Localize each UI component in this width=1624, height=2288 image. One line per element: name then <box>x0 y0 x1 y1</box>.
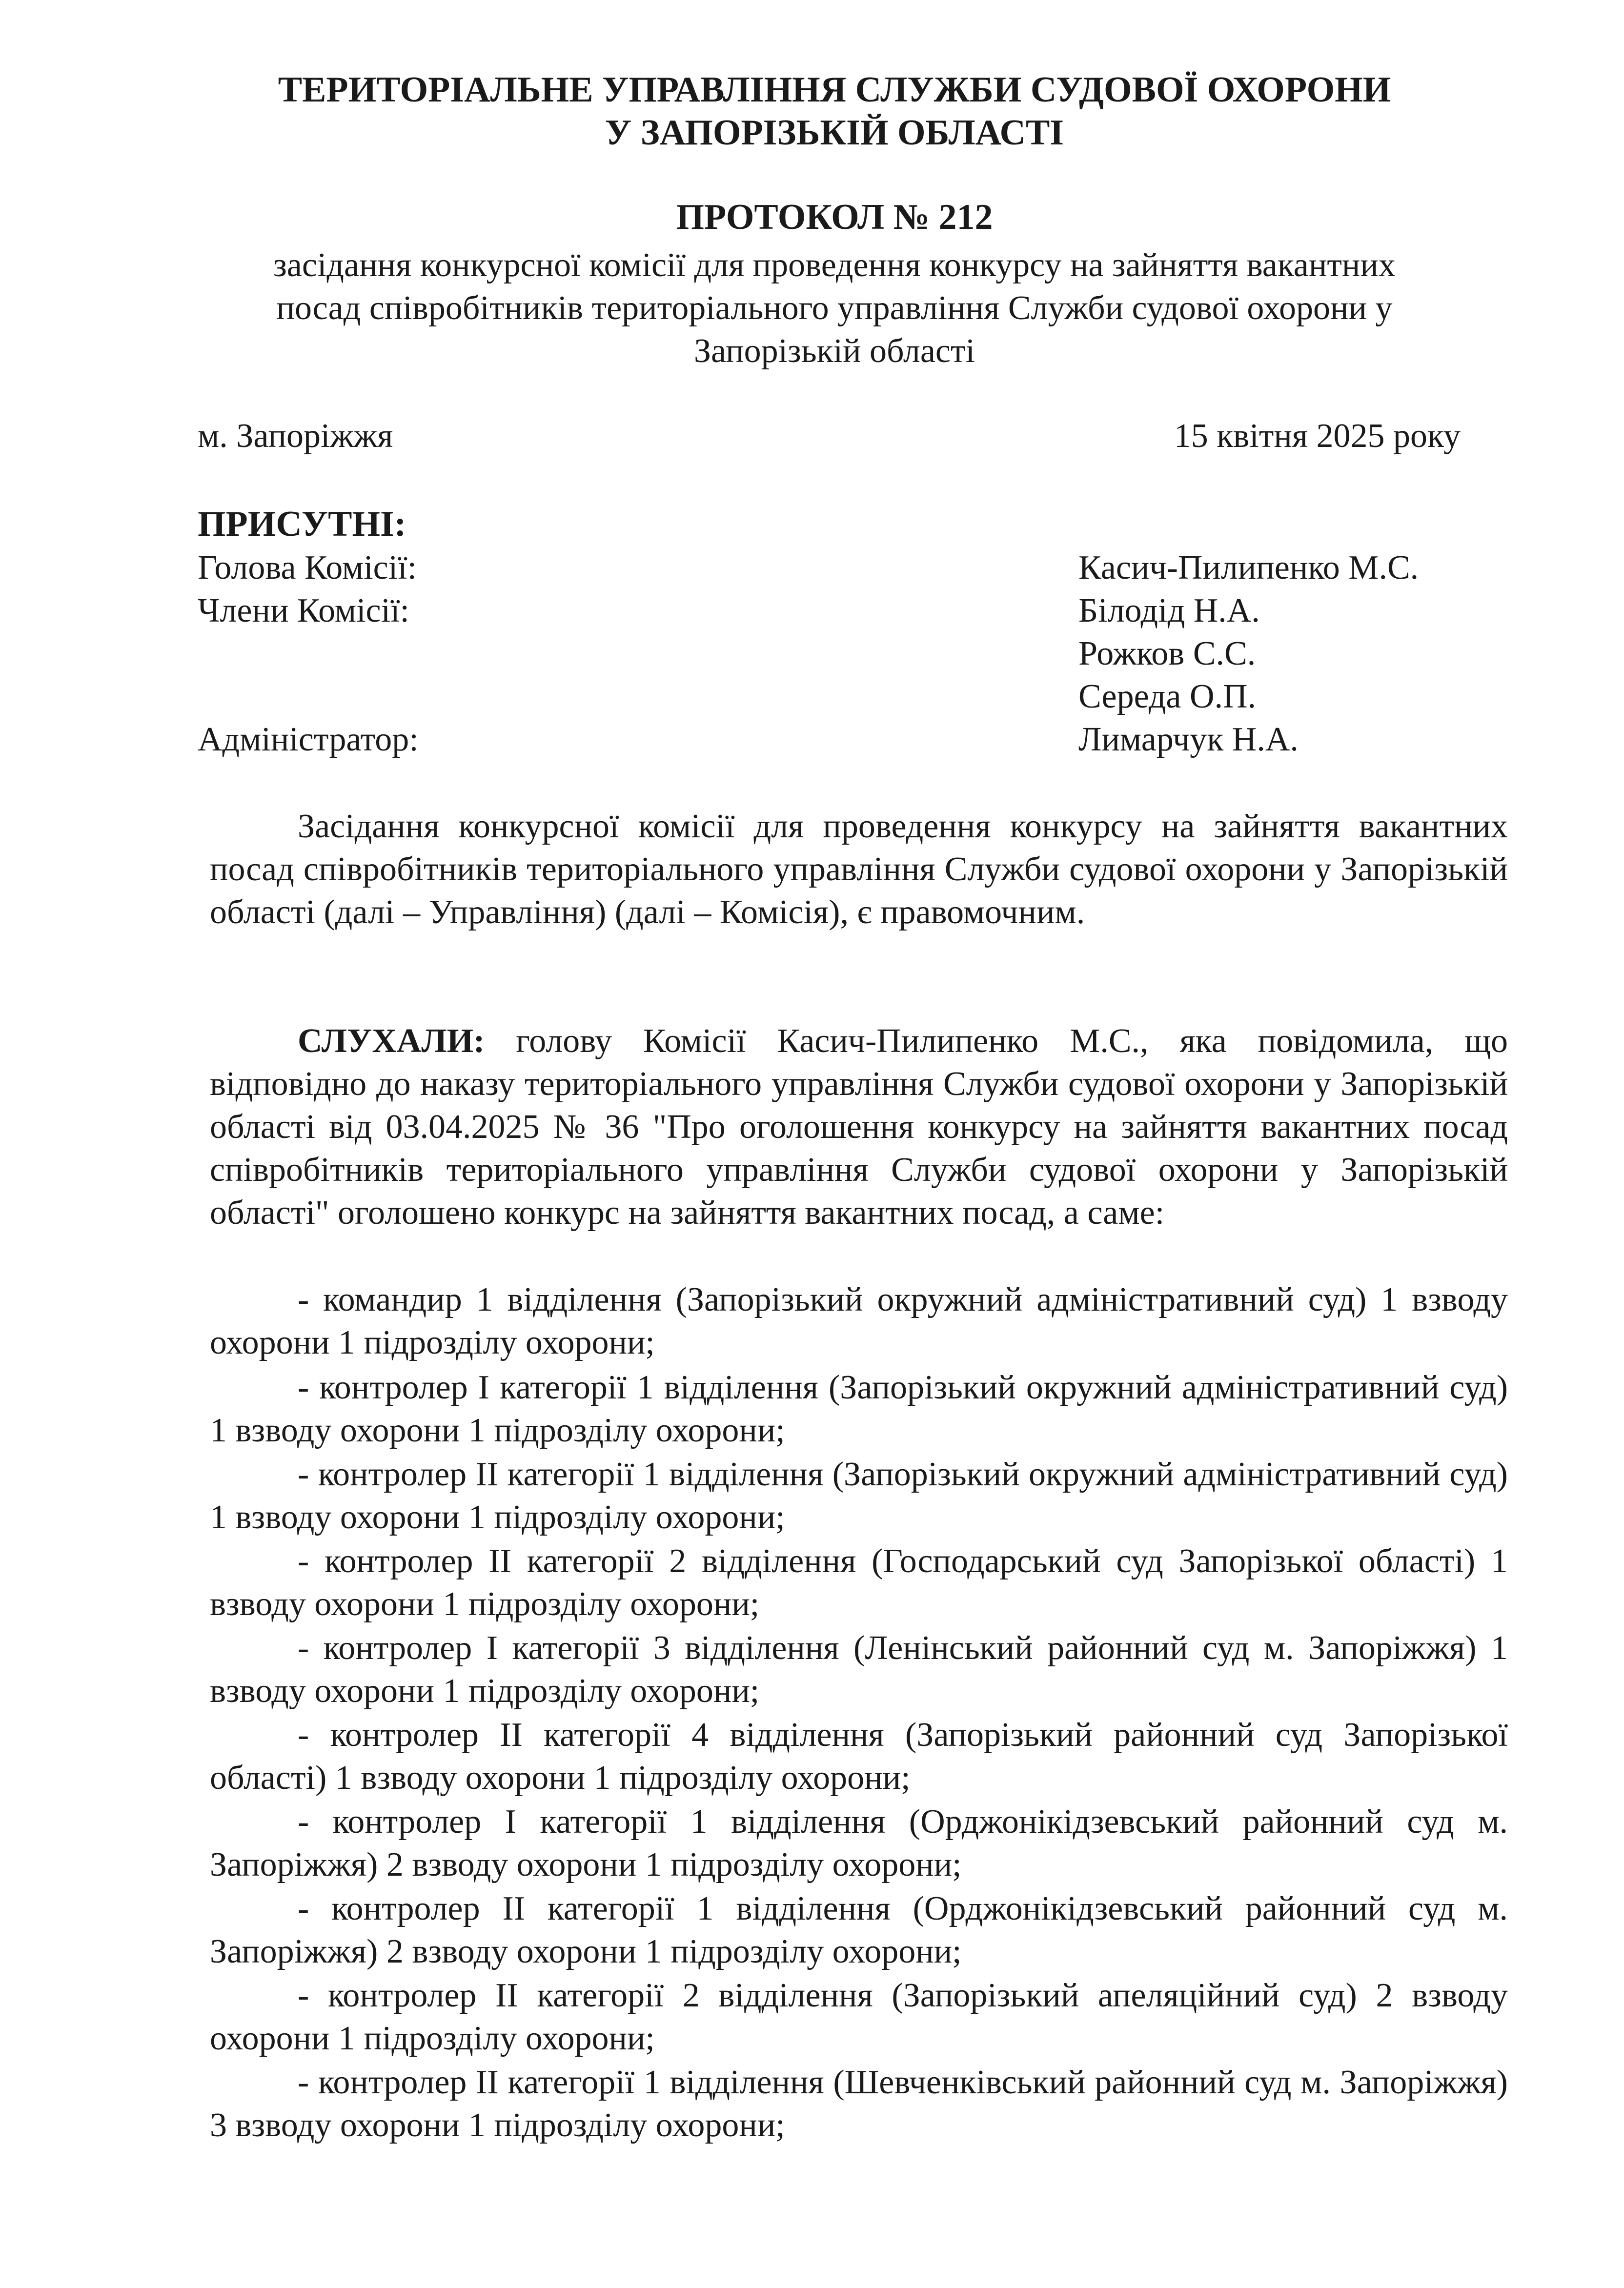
list-item: - контролер II категорії 1 відділення (Запорізький окружний адміністративний суд) 1 взводу охорони 1 підрозділу охорони; <box>210 1456 1508 1536</box>
subtitle-line-2: посад співробітників територіального управління Служби судової охорони у <box>276 289 1393 327</box>
protocol-subtitle <box>185 244 1483 373</box>
admin-name: Лимарчук Н.А. <box>1078 721 1299 758</box>
member-name-3: Середа О.П. <box>1078 678 1257 715</box>
heard-text: голову Комісії Касич-Пилипенко М.С., яка повідомила, що відповідно до наказу територіального управління Служби судової охорони у Запорізькій області від 03.04.2025 № 36 "Про оголошення конкурсу на зайняття вакантних посад співробітників територіального управління Служби судової охорони у Запорізькій області" оголошено конкурс на зайняття вакантних посад, а саме: <box>210 1022 1508 1232</box>
list-item: - контролер II категорії 4 відділення (Запорізький районний суд Запорізької області) 1 взводу охорони 1 підрозділу охорони; <box>210 1716 1508 1797</box>
heard-paragraph <box>210 1020 1508 1235</box>
list-item: - контролер II категорії 2 відділення (Господарський суд Запорізької області) 1 взводу охорони 1 підрозділу охорони; <box>210 1542 1508 1623</box>
org-line-2: У ЗАПОРІЗЬКІЙ ОБЛАСТІ <box>605 113 1064 153</box>
org-line-1: ТЕРИТОРІАЛЬНЕ УПРАВЛІННЯ СЛУЖБИ СУДОВОЇ ОХОРОНИ <box>278 70 1391 110</box>
member-name-1: Білодід Н.А. <box>1078 592 1260 629</box>
chair-name: Касич-Пилипенко М.С. <box>1078 549 1419 587</box>
list-item: - контролер II категорії 1 відділення (Шевченківський районний суд м. Запоріжжя) 3 взводу охорони 1 підрозділу охорони; <box>210 2064 1508 2144</box>
chair-label: Голова Комісії: <box>198 549 417 587</box>
subtitle-line-3: Запорізькій області <box>693 332 975 370</box>
list-item: - контролер I категорії 3 відділення (Ленінський районний суд м. Запоріжжя) 1 взводу охорони 1 підрозділу охорони; <box>210 1629 1508 1710</box>
subtitle-line-1: засідання конкурсної комісії для проведення конкурсу на зайняття вакантних <box>273 246 1396 284</box>
date: 15 квітня 2025 року <box>1174 417 1461 455</box>
organization-heading <box>185 68 1483 154</box>
protocol-title: ПРОТОКОЛ № 212 <box>676 197 993 237</box>
city: м. Запоріжжя <box>198 417 393 455</box>
member-name-2: Рожков С.С. <box>1078 635 1256 672</box>
list-item: - контролер II категорії 2 відділення (Запорізький апеляційний суд) 2 взводу охорони 1 підрозділу охорони; <box>210 1977 1508 2057</box>
list-item: - контролер II категорії 1 відділення (Орджонікідзевський районний суд м. Запоріжжя) 2 взводу охорони 1 підрозділу охорони; <box>210 1890 1508 1970</box>
quorum-paragraph: Засідання конкурсної комісії для проведення конкурсу на зайняття вакантних посад співробітників територіального управління Служби судової охорони у Запорізькій області (далі – Управління) (далі – Комісія), є правомочним. <box>210 808 1508 931</box>
list-item: - контролер I категорії 1 відділення (Запорізький окружний адміністративний суд) 1 взводу охорони 1 підрозділу охорони; <box>210 1369 1508 1449</box>
heard-label: СЛУХАЛИ: <box>298 1022 485 1060</box>
admin-label: Адміністратор: <box>198 721 419 758</box>
members-label: Члени Комісії: <box>198 592 409 629</box>
list-item: - командир 1 відділення (Запорізький окружний адміністративний суд) 1 взводу охорони 1 підрозділу охорони; <box>210 1281 1508 1361</box>
attendees-heading: ПРИСУТНІ: <box>198 504 406 544</box>
list-item: - контролер I категорії 1 відділення (Орджонікідзевський районний суд м. Запоріжжя) 2 взводу охорони 1 підрозділу охорони; <box>210 1803 1508 1883</box>
